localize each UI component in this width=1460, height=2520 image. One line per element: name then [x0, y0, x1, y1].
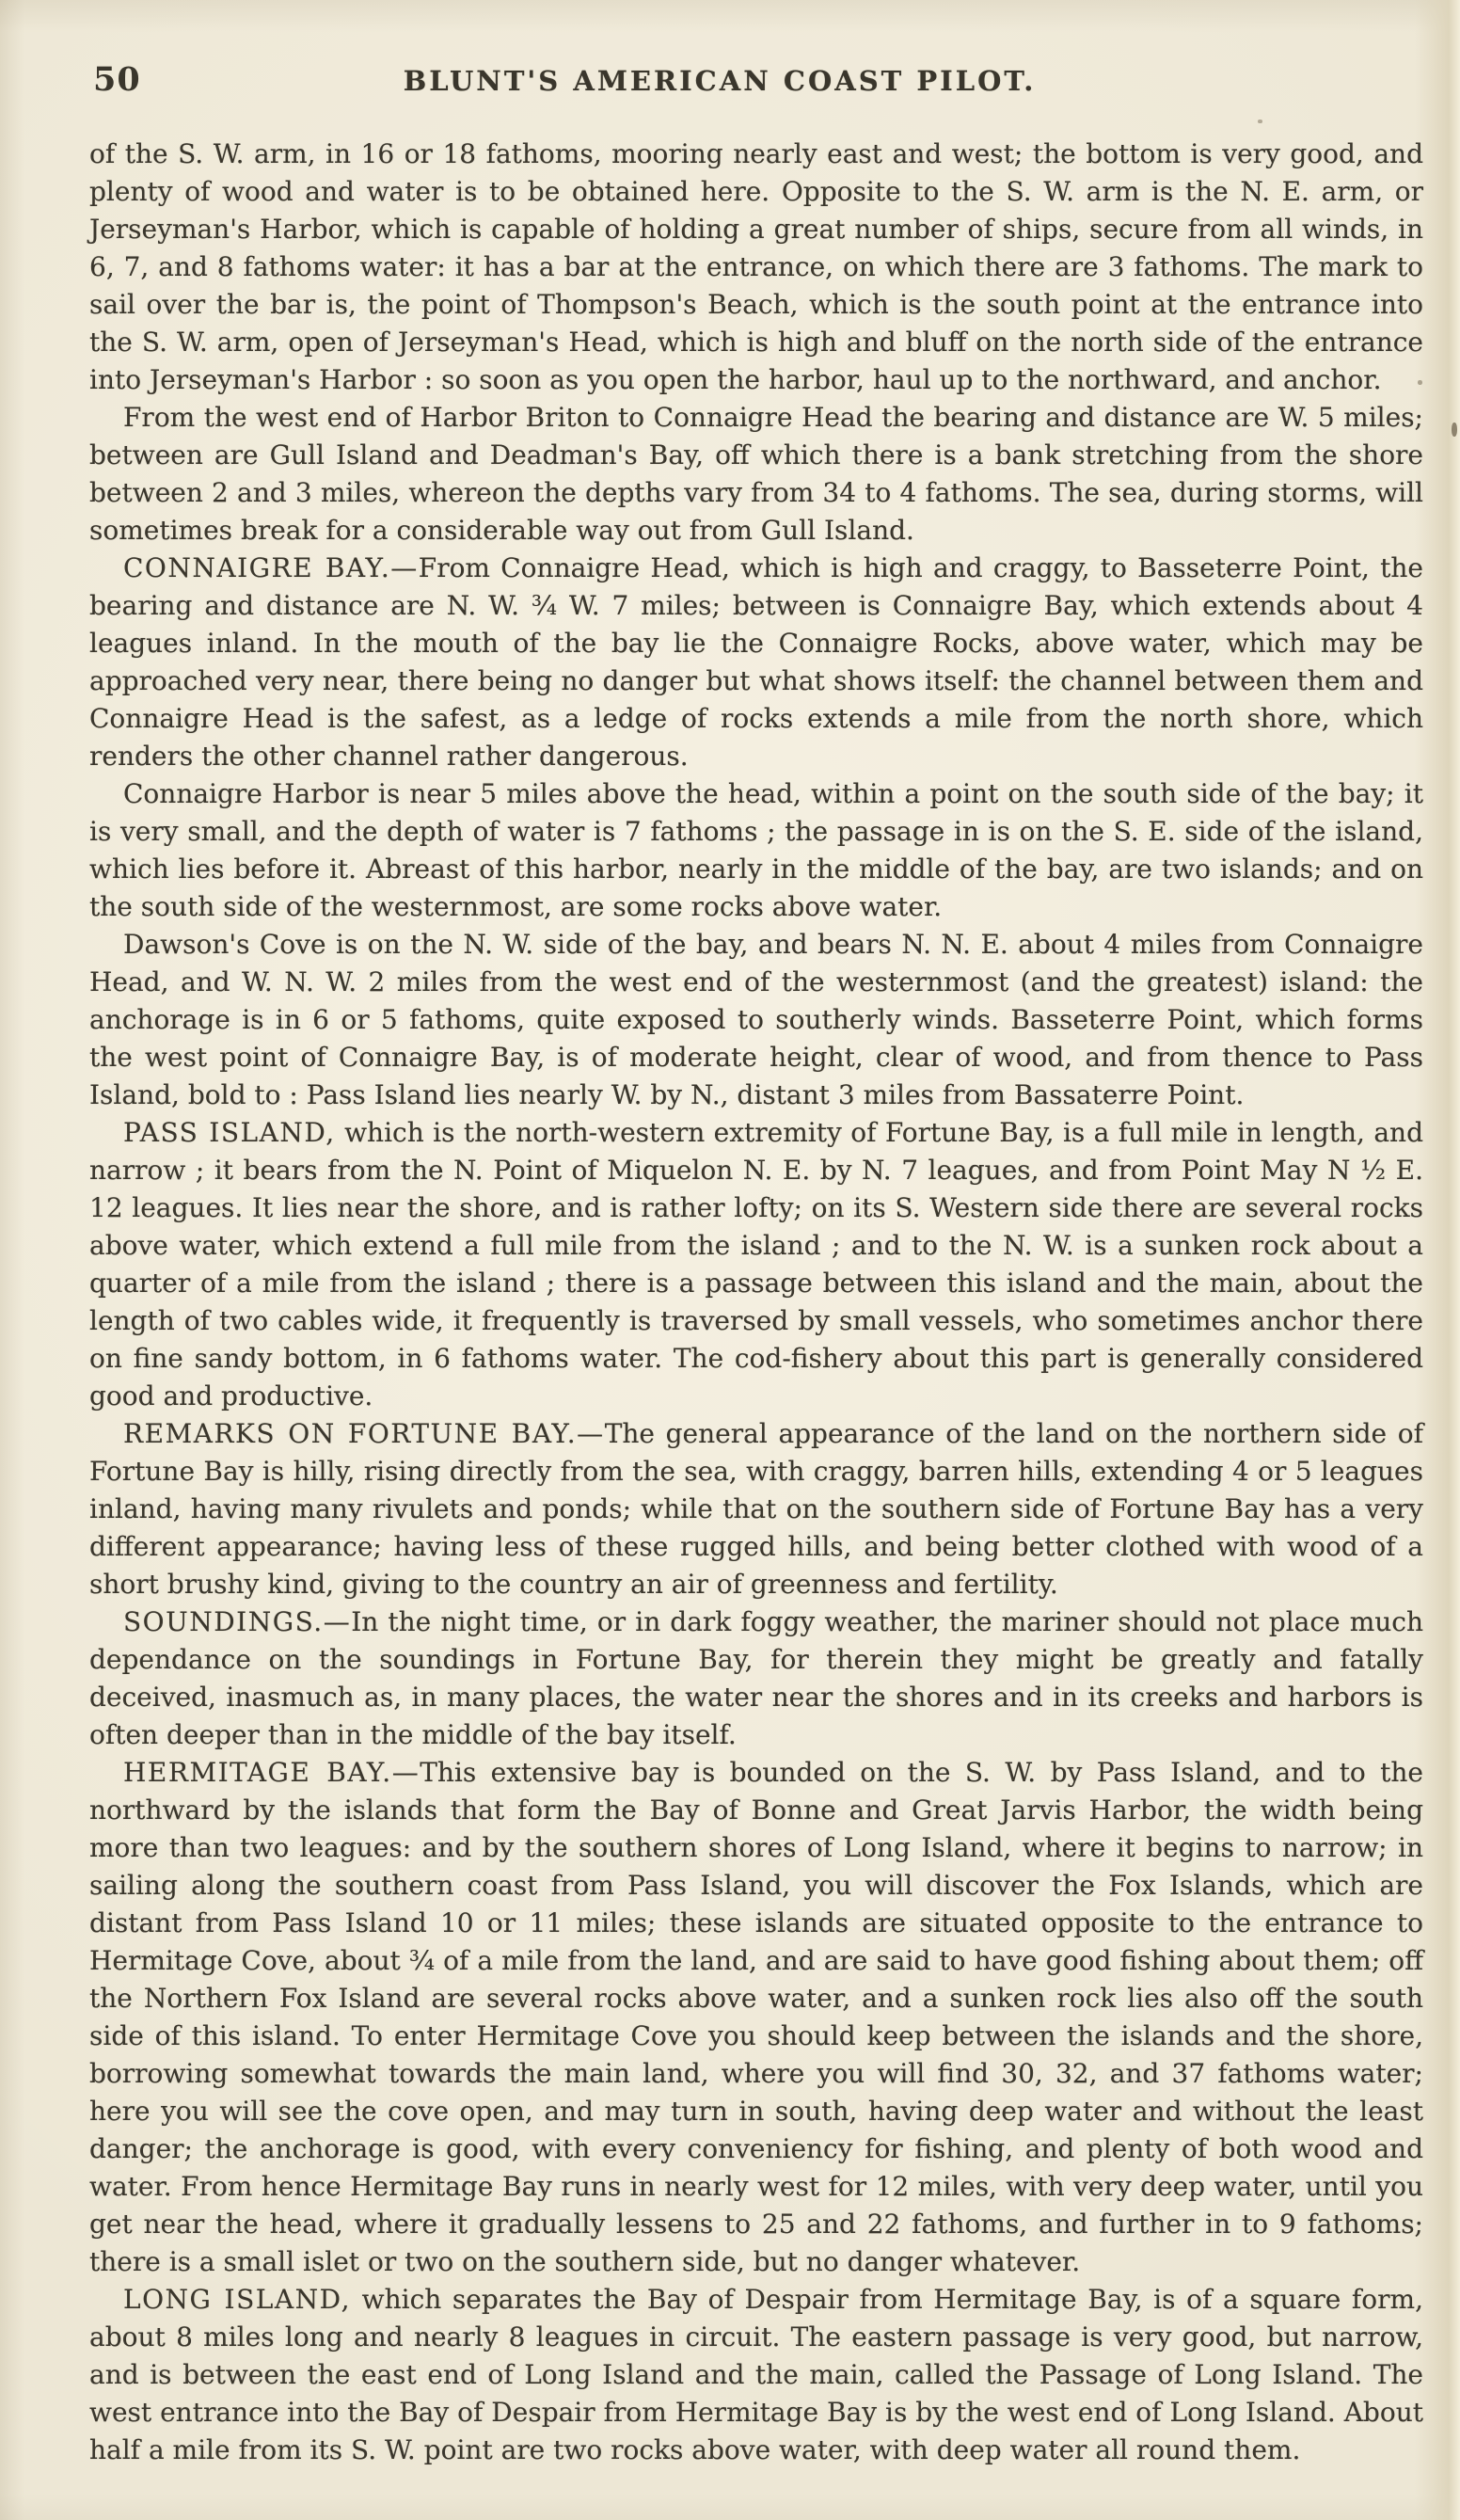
page-text: [89, 136, 1423, 2469]
paragraph-text: Dawson's Cove is on the N. W. side of the bay, and bears N. N. E. about 4 miles from Connaigre Head, and W. N. W. 2 miles from the west end of the westernmost (and the greatest) island: the anchorage is in 6 or 5 fathoms, quite exposed to southerly winds. Basseterre Point, which forms the west point of Connaigre Bay, is of moderate height, clear of wood, and from thence to Pass Island, bold to : Pass Island lies nearly W. by N., distant 3 miles from Bassaterre Point.: [89, 929, 1423, 1110]
page-header: [0, 58, 1460, 111]
paper-speck: [1452, 423, 1457, 437]
paragraph-heading: HERMITAGE BAY.—: [123, 1757, 421, 1788]
paragraph-text: This extensive bay is bounded on the S. W. by Pass Island, and to the northward by the islands that form the Bay of Bonne and Great Jarvis Harbor, the width being more than two leagues: and by the southern shores of Long Island, where it begins to narrow; in sailing along the southern coast from Pass Island, you will discover the Fox Islands, which are distant from Pass Island 10 or 11 miles; these islands are situated opposite to the entrance to Hermitage Cove, about ¾ of a mile from the land, and are said to have good fishing about them; off the Northern Fox Island are several rocks above water, and a sunken rock lies also off the south side of this island. To enter Hermitage Cove you should keep between the islands and the shore, borrowing somewhat towards the main land, where you will find 30, 32, and 37 fathoms water; here you will see the cove open, and may turn in south, having deep water and without the least danger; the anchorage is good, with every conveniency for fishing, and plenty of both wood and water. From hence Hermitage Bay runs in nearly west for 12 miles, with very deep water, until you get near the head, where it gradually lessens to 25 and 22 fathoms, and further in to 9 fathoms; there is a small islet or two on the southern side, but no danger whatever.: [89, 1757, 1423, 2277]
paragraph-text: In the night time, or in dark foggy weather, the mariner should not place much dependance on the soundings in Fortune Bay, for therein they might be greatly and fatally deceived, inasmuch as, in many places, the water near the shores and in its creeks and harbors is often deeper than in the middle of the bay itself.: [89, 1606, 1423, 1750]
paragraph-text: Connaigre Harbor is near 5 miles above the head, within a point on the south side of the bay; it is very small, and the depth of water is 7 fathoms ; the passage in is on the S. E. side of the island, which lies before it. Abreast of this harbor, nearly in the middle of the bay, are two islands; and on the south side of the westernmost, are some rocks above water.: [89, 778, 1423, 922]
paragraph-pass-island: [89, 1114, 1423, 1415]
paragraph-text: of the S. W. arm, in 16 or 18 fathoms, mooring nearly east and west; the bottom is very good, and plenty of wood and water is to be obtained here. Opposite to the S. W. arm is the N. E. arm, or Jerseyman's Harbor, which is capable of holding a great number of ships, secure from all winds, in 6, 7, and 8 fathoms water: it has a bar at the entrance, on which there are 3 fathoms. The mark to sail over the bar is, the point of Thompson's Beach, which is the south point at the entrance into the S. W. arm, open of Jerseyman's Head, which is high and bluff on the north side of the entrance into Jerseyman's Harbor : so soon as you open the harbor, haul up to the northward, and anchor.: [89, 138, 1423, 395]
page-number: 50: [93, 60, 141, 99]
paragraph-heading: CONNAIGRE BAY.—: [123, 552, 419, 583]
paragraph-dawsons-cove: [89, 926, 1423, 1114]
paragraph-text: From the west end of Harbor Briton to Connaigre Head the bearing and distance are W. 5 miles; between are Gull Island and Deadman's Bay, off which there is a bank stretching from the shore between 2 and 3 miles, whereon the depths vary from 34 to 4 fathoms. The sea, during storms, will sometimes break for a considerable way out from Gull Island.: [89, 402, 1423, 546]
paragraph-text: which separates the Bay of Despair from Hermitage Bay, is of a square form, about 8 miles long and nearly 8 leagues in circuit. The eastern passage is very good, but narrow, and is between the east end of Long Island and the main, called the Passage of Long Island. The west entrance into the Bay of Despair from Hermitage Bay is by the west end of Long Island. About half a mile from its S. W. point are two rocks above water, with deep water all round them.: [89, 2284, 1423, 2465]
paragraph-hermitage-bay: [89, 1754, 1423, 2281]
paragraph-text: From Connaigre Head, which is high and craggy, to Basseterre Point, the bearing and distance are N. W. ¾ W. 7 miles; between is Connaigre Bay, which extends about 4 leagues inland. In the mouth of the bay lie the Connaigre Rocks, above water, which may be approached very near, there being no danger but what shows itself: the channel between them and Connaigre Head is the safest, as a ledge of rocks extends a mile from the north shore, which renders the other channel rather dangerous.: [89, 552, 1423, 772]
paper-speck: [1258, 120, 1262, 123]
paragraph-remarks-fortune-bay: [89, 1415, 1423, 1603]
paragraph-heading: LONG ISLAND,: [123, 2284, 351, 2315]
paragraph-heading: SOUNDINGS.—: [123, 1606, 352, 1637]
paragraph-harbor-briton: [89, 399, 1423, 550]
paragraph-soundings: [89, 1603, 1423, 1754]
paragraph-heading: REMARKS ON FORTUNE BAY.—: [123, 1418, 605, 1449]
paragraph-text: The general appearance of the land on the northern side of Fortune Bay is hilly, rising directly from the sea, with craggy, barren hills, extending 4 or 5 leagues inland, having many rivulets and ponds; while that on the southern side of Fortune Bay has a very different appearance; having less of these rugged hills, and being better clothed with wood of a short brushy kind, giving to the country an air of greenness and fertility.: [89, 1418, 1423, 1600]
paragraph-heading: PASS ISLAND,: [123, 1117, 336, 1148]
running-title: BLUNT'S AMERICAN COAST PILOT.: [403, 65, 1037, 97]
paragraph-text: which is the north-western extremity of Fortune Bay, is a full mile in length, and narrow ; it bears from the N. Point of Miquelon N. E. by N. 7 leagues, and from Point May N ½ E. 12 leagues. It lies near the shore, and is rather lofty; on its S. Western side there are several rocks above water, which extend a full mile from the island ; and to the N. W. is a sunken rock about a quarter of a mile from the island ; there is a passage between this island and the main, about the length of two cables wide, it frequently is traversed by small vessels, who sometimes anchor there on fine sandy bottom, in 6 fathoms water. The cod-fishery about this part is generally considered good and productive.: [89, 1117, 1423, 1412]
paragraph-long-island: [89, 2281, 1423, 2469]
paragraph-connaigre-bay: [89, 550, 1423, 775]
paragraph-connaigre-harbor: [89, 775, 1423, 926]
paper-speck: [1418, 380, 1422, 385]
paragraph-sw-arm-continuation: [89, 136, 1423, 399]
